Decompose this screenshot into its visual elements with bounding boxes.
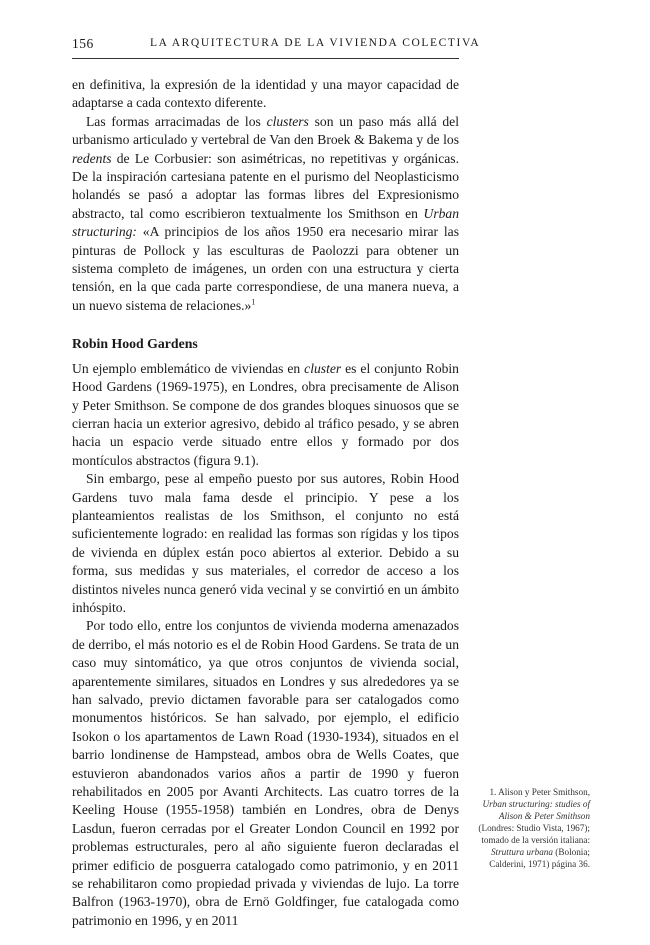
- section-heading: Robin Hood Gardens: [72, 336, 198, 352]
- paragraph-5: Por todo ello, entre los conjuntos de vivienda moderna amenazados de derribo, el más notorio es el de Robin Hood Gardens. Se trata de un caso muy sintomático, ya que otros conjuntos de vivienda social, aparentemente similares, situados en Londres y sus alrededores ya se han salvado, previo dictamen favorable para ser catalogados como monumentos históricos. Se han salvado, por ejemplo, el edificio Isokon o los apartamentos de Lawn Road (1930-1934), situados en el barrio londinense de Hampstead, ambos obra de Wells Coates, que estuvieron abandonados varios años a partir de 1990 y fueron rehabilitados en 2005 por Avanti Architects. Las cuatro torres de la Keeling House (1955-1958) también en Londres, obra de Denys Lasdun, fueron cerradas por el Greater London Council en 1992 por problemas estructurales, pero al año siguiente fueron declaradas el primer edificio de posguerra catalogado como patrimonio, y en 2011 se rehabilitaron como propiedad privada y viviendas de lujo. La torre Balfron (1963-1970), obra de Ernö Goldfinger, fue catalogada como patrimonio en 1996, y en 2011: [72, 618, 459, 928]
- page-number: 156: [72, 36, 94, 51]
- paragraph-4: Sin embargo, pese al empeño puesto por sus autores, Robin Hood Gardens tuvo mala fama desde el principio. Y pese a los planteamientos realistas de los Smithson, el conjunto no está suficientemente logrado: en realidad las formas son rígidas y los tipos de vivienda en dúplex están poco abiertos al exterior. Debido a su forma, sus medidas y sus materiales, el corredor de acceso a los distintos niveles nunca generó vida vecinal y se convirtió en un ámbito inhóspito.: [72, 471, 459, 615]
- running-head: LA ARQUITECTURA DE LA VIVIENDA COLECTIVA: [150, 37, 481, 49]
- paragraph-2: Las formas arracimadas de los clusters son un paso más allá del urbanismo articulado y vertebral de Van den Broek & Bakema y de los redents de Le Corbusier: son asimétricas, no repetitivas y orgánicas. De la inspiración cartesiana patente en el purismo del Neoplasticismo holandés se pasó a adoptar las formas libres del Expresionismo abstracto, tal como escribieron textualmente los Smithson en Urban structuring: «A principios de los años 1950 era necesario mirar las pinturas de Pollock y las esculturas de Paolozzi para obtener un sistema completo de imágenes, un orden con una estructura y cierta tensión, en la que cada parte correspondiese, de una manera nueva, a un nuevo sistema de relaciones.»$^1$: [72, 113, 459, 313]
- footnote-reference[interactable]: 1: [251, 297, 256, 307]
- paragraph-3: Un ejemplo emblemático de viviendas en cluster es el conjunto Robin Hood Gardens (1969-1975), en Londres, obra precisamente de Alison y Peter Smithson. Se compone de dos grandes bloques sinuosos que se cierran hacia un exterior agresivo, debido al tráfico pesado, y se abren hacia un espacio verde situado entre ellos y formado por dos montículos abstractos (figura 9.1).: [72, 360, 459, 468]
- body-text: [72, 76, 459, 930]
- footnote: 1. Alison y Peter Smithson, Urban structuring: studies of Alison & Peter Smithson (Londres: Studio Vista, 1967); tomado de la versión italiana: Struttura urbana (Bolonia; Calderini, 1971) página 36.: [478, 787, 590, 869]
- paragraph-1: en definitiva, la expresión de la identidad y una mayor capacidad de adaptarse a cada contexto diferente.: [72, 77, 459, 111]
- header-rule: [72, 58, 459, 59]
